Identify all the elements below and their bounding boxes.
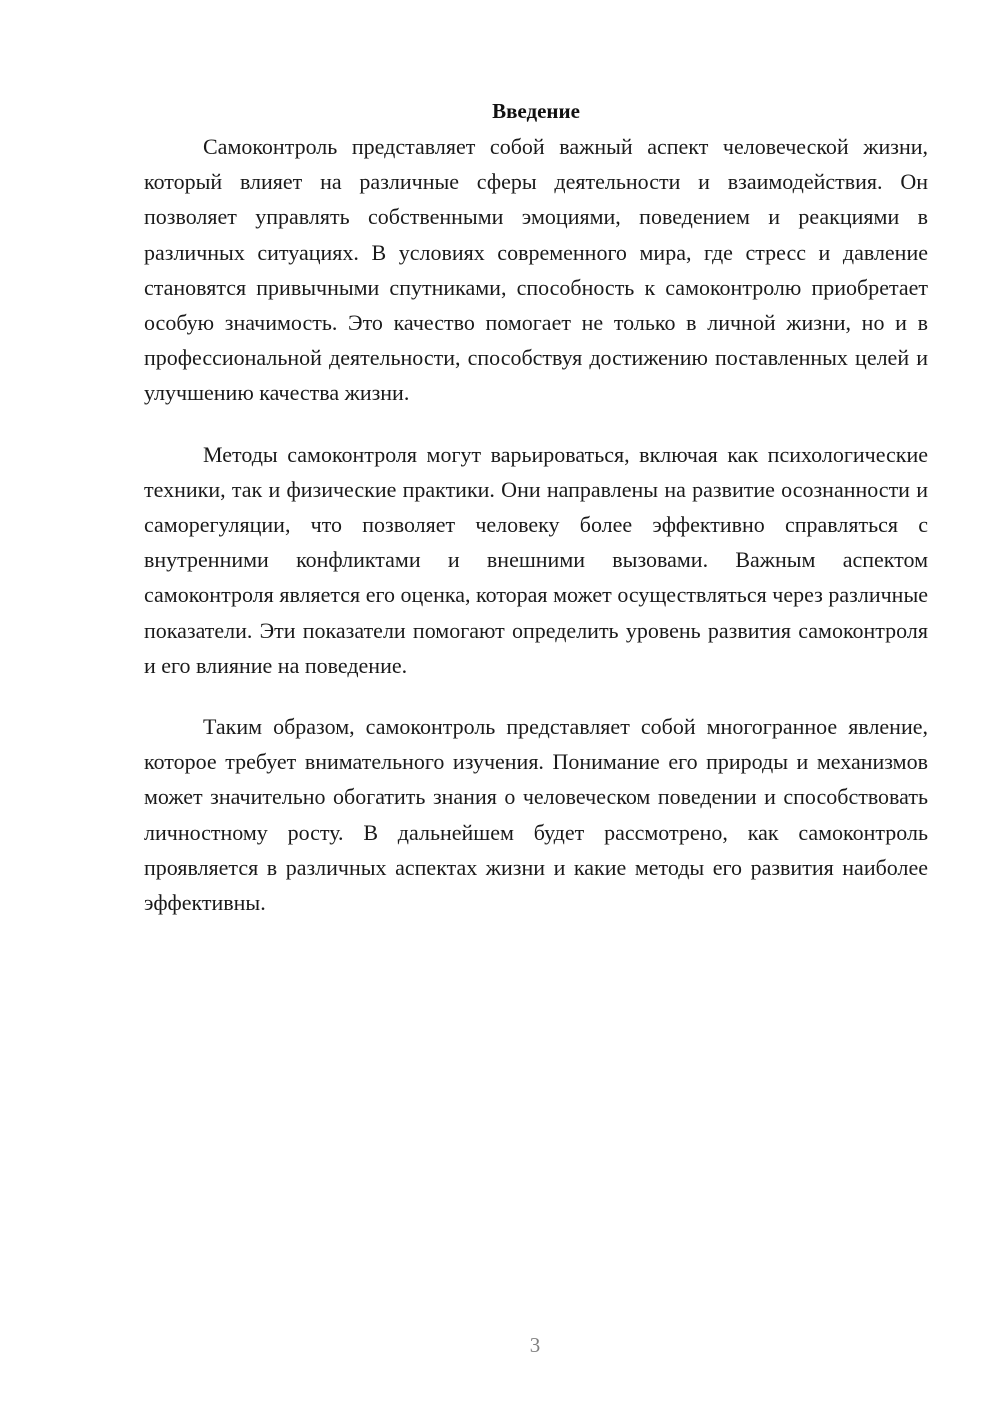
section-title: Введение [492, 99, 580, 123]
paragraph-3: Таким образом, самоконтроль представляет собой многогранное явление, которое требует внимательного изучения. Понимание его природы и механизмов может значительно обогатить знания о человеческом поведении и способствовать личностному росту. В дальнейшем будет рассмотрено, как самоконтроль проявляется в различных аспектах жизни и какие методы его развития наиболее эффективны. [144, 714, 928, 916]
page-number: 3 [529, 1333, 541, 1357]
page-content [144, 96, 928, 946]
paragraph-1: Самоконтроль представляет собой важный аспект человеческой жизни, который влияет на различные сферы деятельности и взаимодействия. Он позволяет управлять собственными эмоциями, поведением и реакциями в различных ситуациях. В условиях современного мира, где стресс и давление становятся привычными спутниками, способность к самоконтролю приобретает особую значимость. Это качество помогает не только в личной жизни, но и в профессиональной деятельности, способствуя достижению поставленных целей и улучшению качества жизни. [144, 134, 928, 406]
paragraph-2: Методы самоконтроля могут варьироваться, включая как психологические техники, так и физические практики. Они направлены на развитие осознанности и саморегуляции, что позволяет человеку более эффективно справляться с внутренними конфликтами и внешними вызовами. Важным аспектом самоконтроля является его оценка, которая может осуществляться через различные показатели. Эти показатели помогают определить уровень развития самоконтроля и его влияние на поведение. [144, 441, 928, 678]
